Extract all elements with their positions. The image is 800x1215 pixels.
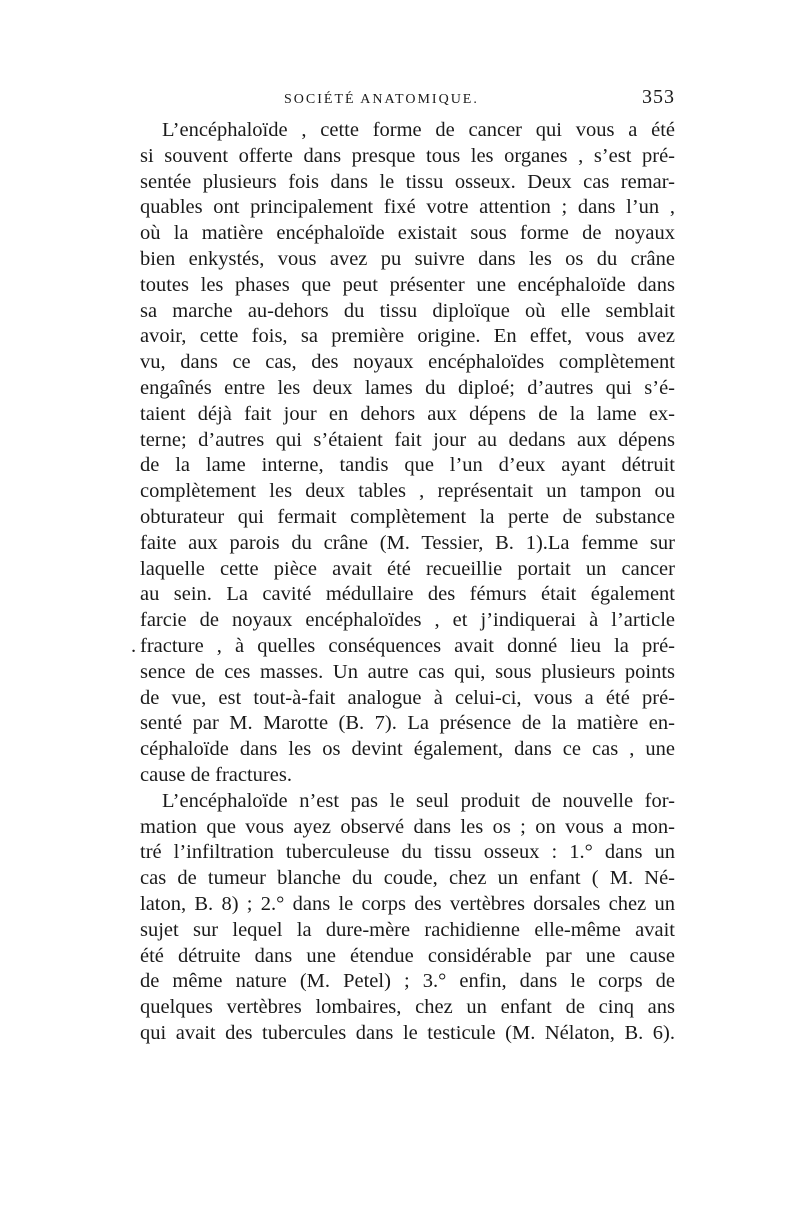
text-line: avoir, cette fois, sa première origine. En effet, vous avez: [140, 325, 675, 348]
running-title: SOCIÉTÉ ANATOMIQUE.: [284, 92, 479, 107]
text-line: de la lame interne, tandis que l’un d’eux ayant détruit: [140, 454, 675, 477]
text-line: de vue, est tout-à-fait analogue à celui-ci, vous a été pré-: [140, 686, 675, 709]
text-line: bien enkystés, vous avez pu suivre dans les os du crâne: [140, 247, 675, 270]
text-line: quables ont principalement fixé votre attention ; dans l’un ,: [140, 196, 675, 219]
text-line: vu, dans ce cas, des noyaux encéphaloïdes complètement: [140, 351, 675, 374]
page-header: [140, 86, 675, 116]
text-line: si souvent offerte dans presque tous les organes , s’est pré-: [140, 144, 675, 167]
text-line: cas de tumeur blanche du coude, chez un enfant ( M. Né-: [140, 867, 675, 890]
text-line: sujet sur lequel la dure-mère rachidienne elle-même avait: [140, 918, 675, 941]
text-line: mation que vous ayez observé dans les os ; on vous a mon-: [140, 815, 675, 838]
text-line: toutes les phases que peut présenter une encéphaloïde dans: [140, 273, 675, 296]
text-line: de même nature (M. Petel) ; 3.° enfin, dans le corps de: [140, 970, 675, 993]
text-line: où la matière encéphaloïde existait sous forme de noyaux: [140, 222, 675, 245]
text-line: L’encéphaloïde n’est pas le seul produit de nouvelle for-: [162, 789, 675, 812]
text-line: quelques vertèbres lombaires, chez un enfant de cinq ans: [140, 996, 675, 1019]
text-line: sentée plusieurs fois dans le tissu osseux. Deux cas remar-: [140, 170, 675, 193]
book-page: [131, 86, 675, 1047]
paragraph-2: [140, 789, 675, 1047]
text-line: fracture , à quelles conséquences avait donné lieu la pré-: [140, 634, 675, 657]
text-line: faite aux parois du crâne (M. Tessier, B. 1).La femme sur: [140, 531, 675, 554]
text-line: L’encéphaloïde , cette forme de cancer qui vous a été: [162, 119, 675, 141]
page-number: 353: [642, 86, 675, 108]
text-line: tré l’infiltration tuberculeuse du tissu osseux : 1.° dans un: [140, 841, 675, 864]
text-line: qui avait des tubercules dans le testicule (M. Nélaton, B. 6).: [140, 1021, 675, 1044]
text-line-with-mark: [131, 634, 675, 660]
paragraph-1: [131, 118, 675, 789]
text-line: engaînés entre les deux lames du diploé; d’autres qui s’é-: [140, 376, 675, 399]
text-line: farcie de noyaux encéphaloïdes , et j’indiquerai à l’article: [140, 609, 675, 632]
text-line: laquelle cette pièce avait été recueillie portait un cancer: [140, 557, 675, 580]
text-line: taient déjà fait jour en dehors aux dépens de la lame ex-: [140, 402, 675, 425]
text-line: obturateur qui fermait complètement la perte de substance: [140, 505, 675, 528]
text-line: cause de fractures.: [140, 763, 292, 786]
text-line: au sein. La cavité médullaire des fémurs était également: [140, 583, 675, 606]
text-line: terne; d’autres qui s’étaient fait jour au dedans aux dépens: [140, 428, 675, 451]
margin-mark: .: [131, 634, 137, 657]
text-line: été détruite dans une étendue considérable par une cause: [140, 944, 675, 967]
text-line: sence de ces masses. Un autre cas qui, sous plusieurs points: [140, 660, 675, 683]
text-line: sa marche au-dehors du tissu diploïque où elle semblait: [140, 299, 675, 322]
text-line: laton, B. 8) ; 2.° dans le corps des vertèbres dorsales chez un: [140, 892, 675, 915]
body-text: [131, 118, 675, 1047]
text-line: céphaloïde dans les os devint également, dans ce cas , une: [140, 738, 675, 761]
text-line: complètement les deux tables , représentait un tampon ou: [140, 480, 675, 503]
text-line: senté par M. Marotte (B. 7). La présence de la matière en-: [140, 712, 675, 735]
